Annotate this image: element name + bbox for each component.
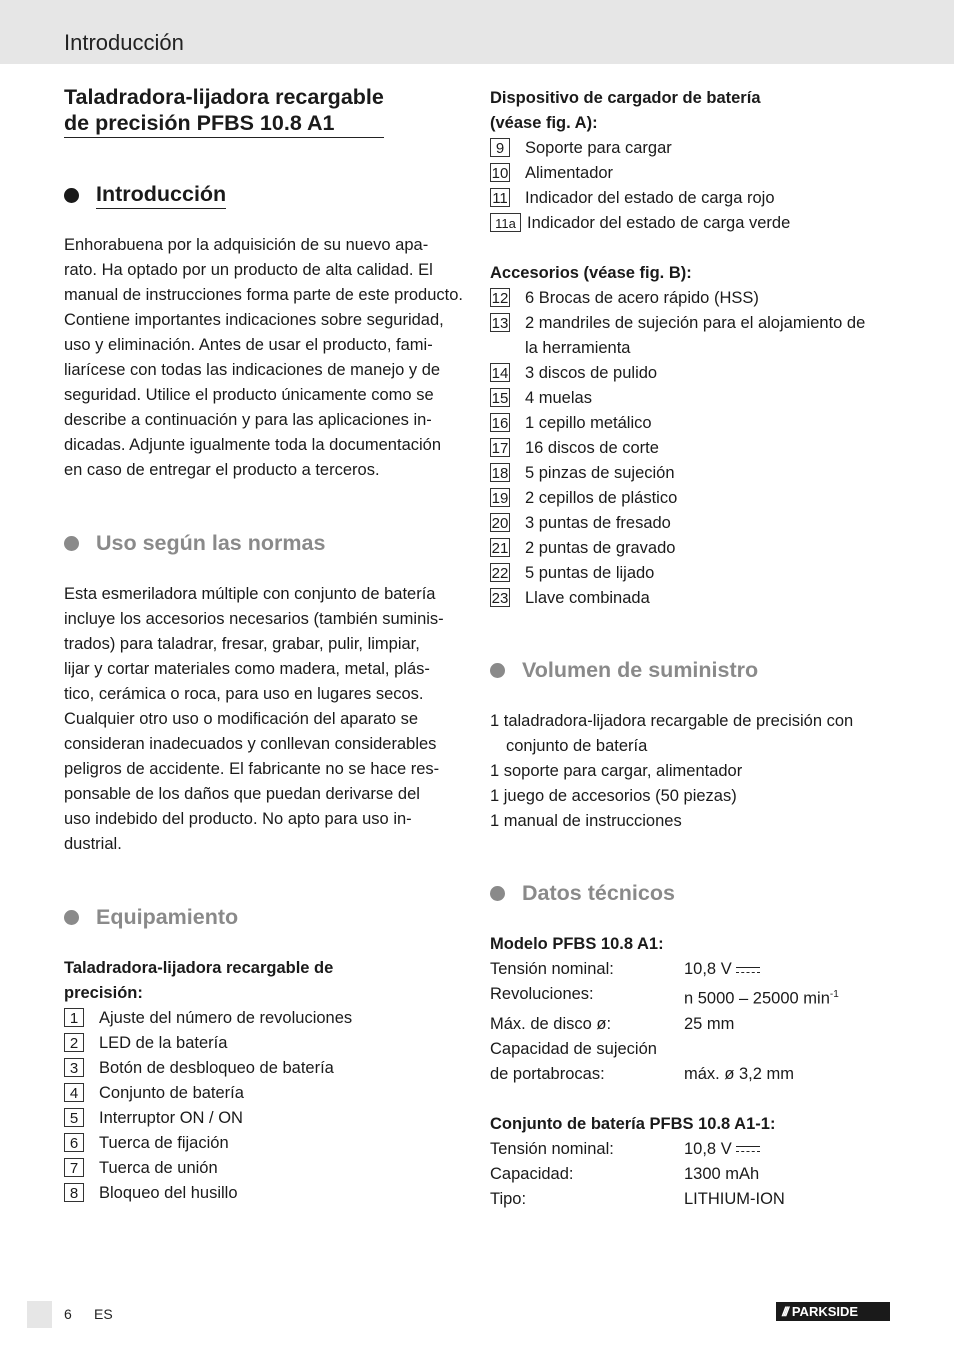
spec-value: 1300 mAh — [684, 1164, 760, 1183]
tech-heading — [490, 881, 900, 906]
text-line: peligros de accidente. El fabricante no se hace res- — [64, 760, 440, 778]
text-line: manual de instrucciones forma parte de este producto. — [64, 286, 463, 304]
text-line: uso indebido del producto. No apto para uso in- — [64, 810, 412, 828]
spec-value-text: 10,8 V — [684, 960, 732, 978]
item-text: 3 discos de pulido — [525, 364, 658, 382]
spec-row — [490, 1012, 900, 1037]
item-text: 5 puntas de lijado — [525, 564, 655, 582]
tech-heading-text: Datos técnicos — [522, 881, 675, 905]
main-title — [64, 84, 384, 138]
list-item — [490, 311, 900, 361]
item-text: 2 cepillos de plástico — [525, 489, 678, 507]
uso-heading — [64, 531, 466, 556]
accessories-subheading: Accesorios (véase fig. B): — [490, 264, 692, 282]
list-item — [64, 1081, 466, 1106]
logo-stripes: /// — [782, 1304, 787, 1319]
text-line: seguridad. Utilice el producto únicamente como se — [64, 386, 434, 404]
spec-row — [490, 1187, 900, 1212]
spec-value: LITHIUM-ION — [684, 1189, 785, 1208]
equip-heading-text: Equipamiento — [96, 905, 239, 929]
spec-superscript: -1 — [829, 989, 839, 1000]
equip-subheading — [64, 956, 466, 1006]
charger-sub-line-2: (véase fig. A): — [490, 114, 598, 132]
item-number: 15 — [491, 390, 509, 407]
equip-sub-line-1: Taladradora-lijadora recargable de — [64, 959, 334, 977]
item-number: 16 — [491, 415, 509, 432]
spec-row — [490, 1162, 900, 1187]
charger-list — [490, 136, 900, 236]
model-specs — [490, 957, 900, 1087]
item-number: 11a — [490, 213, 521, 232]
list-item: 1 juego de accesorios (50 piezas) — [490, 787, 737, 805]
equip-sub-line-2: precisión: — [64, 984, 143, 1002]
item-number: 2 — [64, 1033, 84, 1052]
uso-heading-text: Uso según las normas — [96, 531, 326, 555]
logo-text: PARKSIDE — [791, 1304, 859, 1319]
spec-value — [684, 1137, 760, 1162]
spec-value: máx. ø 3,2 mm — [684, 1064, 795, 1083]
spec-key: Capacidad de sujeción — [490, 1039, 657, 1058]
list-item — [490, 461, 900, 486]
spec-value — [684, 982, 839, 1012]
model-subheading: Modelo PFBS 10.8 A1: — [490, 935, 664, 953]
supply-list — [490, 709, 890, 834]
item-number: 10 — [491, 165, 509, 182]
item-number: 23 — [491, 590, 509, 607]
spec-key: Revoluciones: — [490, 985, 594, 1003]
item-number: 14 — [491, 365, 509, 382]
item-text: 16 discos de corte — [525, 439, 659, 457]
page-header — [0, 0, 954, 64]
text-line: dustrial. — [64, 835, 122, 853]
spec-value-text: n 5000 – 25000 min — [684, 989, 830, 1008]
spec-key: Tensión nominal: — [490, 1139, 614, 1158]
spec-key: de portabrocas: — [490, 1064, 605, 1083]
item-number: 18 — [491, 465, 509, 482]
text-line: dicadas. Adjunte igualmente toda la documentación — [64, 436, 442, 454]
item-number: 11 — [490, 188, 510, 207]
text-line: Cualquier otro uso o modificación del aparato se — [64, 710, 419, 728]
item-text: 2 puntas de gravado — [525, 539, 676, 557]
main-title-line-2: de precisión PFBS 10.8 A1 — [64, 111, 335, 135]
supply-heading — [490, 658, 900, 683]
item-number: 7 — [64, 1158, 84, 1177]
header-title: Introducción — [64, 30, 184, 55]
dc-symbol-icon — [736, 1145, 760, 1153]
list-item — [490, 136, 900, 161]
spec-key: Capacidad: — [490, 1164, 574, 1183]
item-number: 4 — [64, 1083, 84, 1102]
list-item — [490, 186, 900, 211]
list-item — [490, 511, 900, 536]
battery-specs — [490, 1137, 900, 1212]
text-line: Contiene importantes indicaciones sobre seguridad, — [64, 311, 444, 329]
spec-value: 25 mm — [684, 1014, 735, 1033]
list-item — [490, 161, 900, 186]
charger-sub-line-1: Dispositivo de cargador de batería — [490, 89, 761, 107]
spec-row — [490, 1037, 900, 1062]
spec-row — [490, 1062, 900, 1087]
item-number: 3 — [64, 1058, 84, 1077]
footer-page-box — [27, 1301, 52, 1328]
item-text: 5 pinzas de sujeción — [525, 464, 675, 482]
list-item — [490, 586, 900, 611]
item-text: LED de la batería — [99, 1034, 228, 1052]
list-item — [490, 436, 900, 461]
list-item — [64, 1031, 466, 1056]
text-line: incluye los accesorios necesarios (también suminis- — [64, 610, 444, 628]
page-number: 6 — [64, 1306, 72, 1322]
text-line: lijar y cortar materiales como madera, metal, plás- — [64, 660, 430, 678]
list-item — [64, 1156, 466, 1181]
text-line: consideran inadecuados y conllevan considerables — [64, 735, 437, 753]
uso-paragraph — [64, 582, 466, 857]
spec-key: Tipo: — [490, 1189, 527, 1208]
item-text: Alimentador — [525, 164, 614, 182]
parkside-logo — [776, 1302, 890, 1321]
intro-heading — [64, 182, 466, 209]
list-item — [490, 211, 900, 236]
item-text: Tuerca de fijación — [99, 1134, 229, 1152]
dc-symbol-icon — [736, 966, 760, 974]
item-number: 20 — [491, 515, 509, 532]
text-line: liarícese con todas las indicaciones de manejo y de — [64, 361, 441, 379]
item-text: Tuerca de unión — [99, 1159, 218, 1177]
equip-list — [64, 1006, 466, 1206]
accessories-list — [490, 286, 900, 611]
list-item — [64, 1006, 466, 1031]
list-item: 1 manual de instrucciones — [490, 812, 682, 830]
list-item — [490, 386, 900, 411]
intro-paragraph — [64, 233, 466, 483]
text-line: Enhorabuena por la adquisición de su nuevo apa- — [64, 236, 429, 254]
list-item — [490, 411, 900, 436]
item-text: Interruptor ON / ON — [99, 1109, 243, 1127]
item-number: 13 — [491, 315, 509, 332]
item-text: Ajuste del número de revoluciones — [99, 1009, 353, 1027]
item-text: 6 Brocas de acero rápido (HSS) — [525, 289, 759, 307]
item-text: 1 cepillo metálico — [525, 414, 652, 432]
bullet-icon — [490, 886, 505, 901]
item-text: Soporte para cargar — [525, 139, 672, 157]
item-number: 19 — [491, 490, 509, 507]
item-number: 22 — [491, 565, 509, 582]
right-column — [490, 86, 900, 1212]
spec-value-text: 10,8 V — [684, 1139, 732, 1158]
item-text: Botón de desbloqueo de batería — [99, 1059, 334, 1077]
battery-subheading: Conjunto de batería PFBS 10.8 A1-1: — [490, 1114, 776, 1133]
list-item — [490, 361, 900, 386]
language-code: ES — [94, 1306, 113, 1322]
list-item: 1 taladradora-lijadora recargable de precisión con conjunto de batería — [490, 712, 854, 755]
item-number: 9 — [490, 138, 510, 157]
spec-value — [684, 957, 760, 982]
intro-heading-text: Introducción — [96, 182, 226, 209]
charger-subheading — [490, 86, 900, 136]
item-text: Indicador del estado de carga verde — [527, 214, 791, 232]
list-item — [490, 486, 900, 511]
list-item: 1 soporte para cargar, alimentador — [490, 762, 743, 780]
text-line: describe a continuación y para las aplicaciones in- — [64, 411, 432, 429]
bullet-icon — [64, 536, 79, 551]
spec-key: Tensión nominal: — [490, 960, 614, 978]
supply-heading-text: Volumen de suministro — [522, 658, 759, 682]
text-line: en caso de entregar el producto a terceros. — [64, 461, 380, 479]
item-text: 2 mandriles de sujeción para el alojamiento de la herramienta — [525, 314, 866, 357]
spec-row — [490, 957, 900, 982]
spec-row — [490, 1137, 900, 1162]
main-title-line-1: Taladradora-lijadora recargable — [64, 85, 384, 109]
bullet-icon — [64, 910, 79, 925]
list-item — [64, 1056, 466, 1081]
bullet-icon — [64, 188, 79, 203]
item-number: 1 — [64, 1008, 84, 1027]
item-number: 5 — [64, 1108, 84, 1127]
item-text: Llave combinada — [525, 589, 650, 607]
bullet-icon — [490, 663, 505, 678]
left-column — [64, 84, 466, 1206]
text-line: uso y eliminación. Antes de usar el producto, fami- — [64, 336, 433, 354]
text-line: Esta esmeriladora múltiple con conjunto de batería — [64, 585, 436, 603]
text-line: tico, cerámica o roca, para uso en lugares secos. — [64, 685, 424, 703]
text-line: trados) para taladrar, fresar, grabar, pulir, limpiar, — [64, 635, 420, 653]
item-text: Conjunto de batería — [99, 1084, 244, 1102]
item-text: 3 puntas de fresado — [525, 514, 671, 532]
list-item — [64, 1181, 466, 1206]
item-number: 12 — [491, 290, 509, 307]
list-item — [490, 561, 900, 586]
spec-row — [490, 982, 900, 1012]
text-line: ponsable de los daños que puedan derivarse del — [64, 785, 420, 803]
item-number: 8 — [64, 1183, 84, 1202]
item-number: 17 — [491, 440, 509, 457]
list-item — [64, 1131, 466, 1156]
text-line: rato. Ha optado por un producto de alta calidad. El — [64, 261, 433, 279]
list-item — [64, 1106, 466, 1131]
item-text: 4 muelas — [525, 389, 592, 407]
list-item — [490, 286, 900, 311]
equip-heading — [64, 905, 466, 930]
spec-key: Máx. de disco ø: — [490, 1014, 612, 1033]
item-number: 6 — [64, 1133, 84, 1152]
item-text: Indicador del estado de carga rojo — [525, 189, 775, 207]
item-text: Bloqueo del husillo — [99, 1184, 238, 1202]
list-item — [490, 536, 900, 561]
item-number: 21 — [491, 540, 509, 557]
